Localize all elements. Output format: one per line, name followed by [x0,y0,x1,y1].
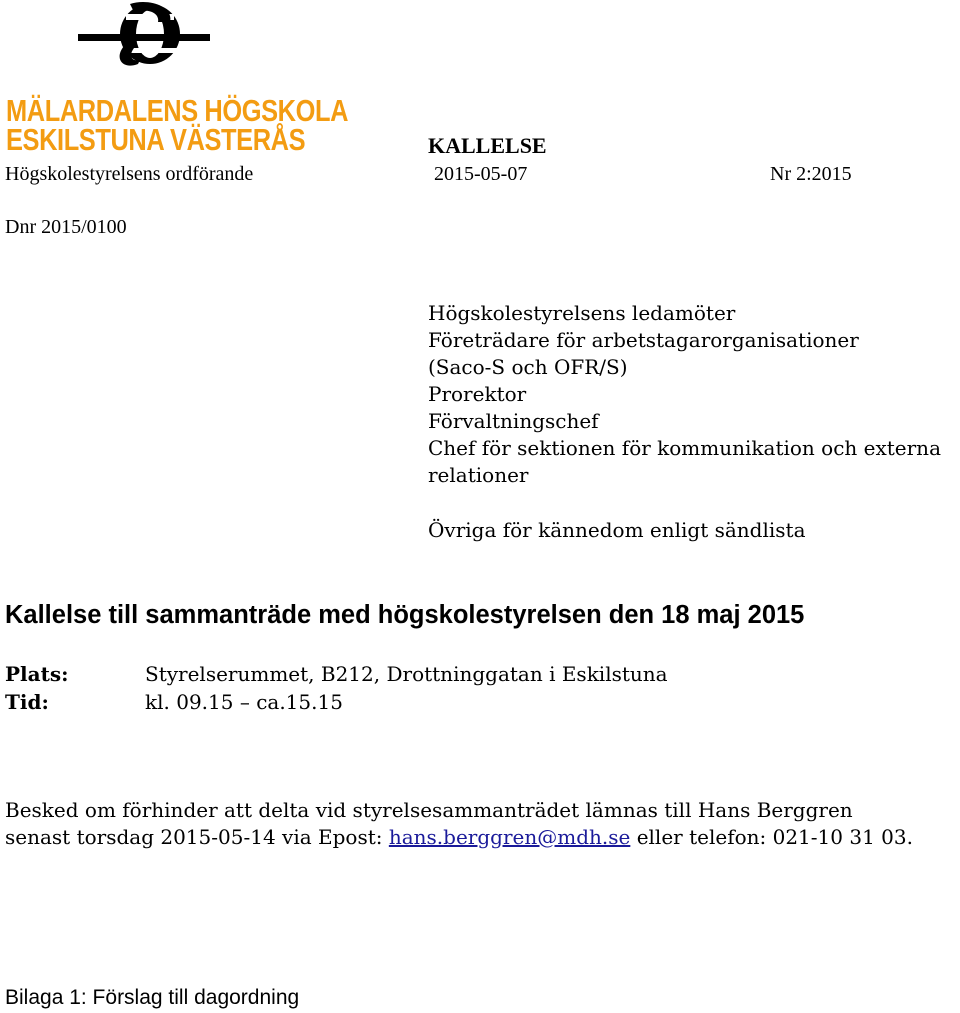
logo-text-line2: ESKILSTUNA VÄSTERÅS [6,122,306,157]
document-type: KALLELSE [428,133,547,158]
recipient-line: Högskolestyrelsens ledamöter [428,301,736,325]
document-date: 2015-05-07 [434,163,528,185]
place-value: Styrelserummet, B212, Drottninggatan i Eskilstuna [145,662,668,686]
notice-line2-post: eller telefon: 021-10 31 03. [630,825,913,849]
notice-line2 [5,823,913,851]
recipient-line: Chef för sektionen för kommunikation och externa [428,436,941,460]
recipient-line: relationer [428,463,529,487]
logo-text-line1: MÄLARDALENS HÖGSKOLA [6,93,349,128]
email-link[interactable]: hans.berggren@mdh.se [388,825,631,849]
registration-number: Dnr 2015/0100 [5,216,127,238]
recipient-line: (Saco-S och OFR/S) [428,355,628,379]
recipient-list [428,300,948,489]
time-label: Tid: [5,690,49,714]
document-number: Nr 2:2015 [770,163,852,185]
attachment-line: Bilaga 1: Förslag till dagordning [5,986,300,1009]
university-logo-mark [78,0,214,90]
time-value: kl. 09.15 – ca.15.15 [145,690,343,714]
place-label: Plats: [5,662,69,686]
recipient-line: Företrädare för arbetstagarorganisationer [428,328,859,352]
recipient-line: Prorektor [428,382,527,406]
recipient-line: Förvaltningschef [428,409,599,433]
cc-line: Övriga för kännedom enligt sändlista [428,518,806,542]
notice-line1: Besked om förhinder att delta vid styrelsesammanträdet lämnas till Hans Berggren [5,798,853,822]
sender: Högskolestyrelsens ordförande [5,163,254,185]
page-title: Kallelse till sammanträde med högskolestyrelsen den 18 maj 2015 [5,601,805,629]
notice-line2-pre: senast torsdag 2015-05-14 via Epost: [5,825,389,849]
